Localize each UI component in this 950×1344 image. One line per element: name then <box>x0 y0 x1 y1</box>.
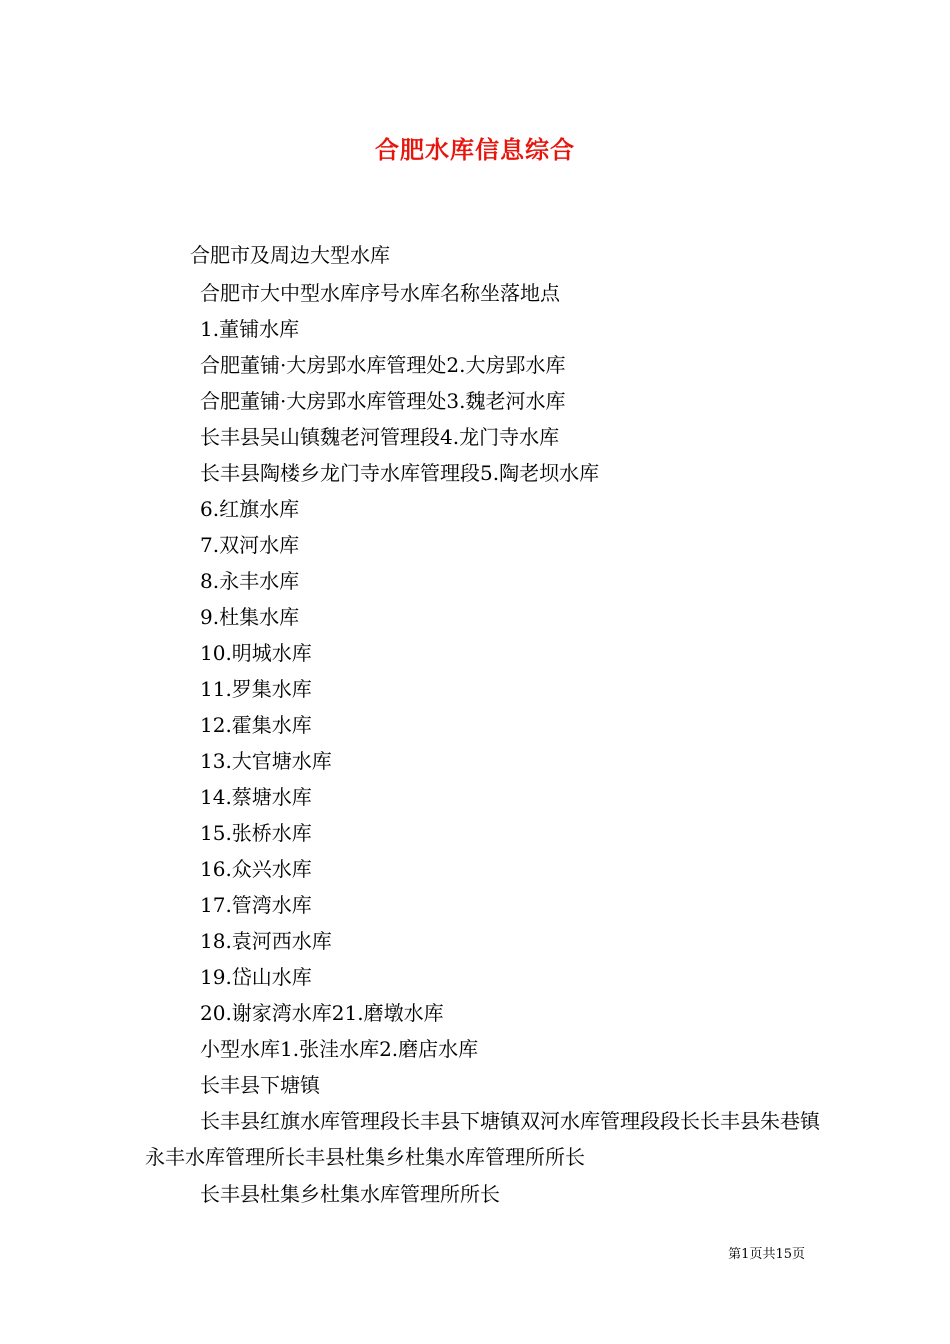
list-item: 合肥市大中型水库序号水库名称坐落地点 <box>200 281 560 305</box>
paragraph-text: 长丰县杜集乡杜集水库管理所所长 <box>200 1182 500 1206</box>
list-item: 19.岱山水库 <box>200 965 312 989</box>
list-item: 长丰县下塘镇 <box>200 1073 320 1097</box>
list-item: 7.双河水库 <box>200 533 300 557</box>
list-item: 小型水库1.张洼水库2.磨店水库 <box>200 1037 479 1061</box>
reservoir-list <box>200 277 820 1105</box>
page-number: 第1页共15页 <box>728 1247 805 1262</box>
list-item: 17.管湾水库 <box>200 893 312 917</box>
list-item: 13.大官塘水库 <box>200 749 332 773</box>
list-item: 长丰县吴山镇魏老河管理段4.龙门寺水库 <box>200 425 560 449</box>
list-item: 20.谢家湾水库21.磨墩水库 <box>200 1001 444 1025</box>
list-item: 15.张桥水库 <box>200 821 312 845</box>
list-item: 8.永丰水库 <box>200 569 300 593</box>
list-item: 合肥董铺·大房郢水库管理处3.魏老河水库 <box>200 389 566 413</box>
list-item: 14.蔡塘水库 <box>200 785 312 809</box>
list-item: 合肥董铺·大房郢水库管理处2.大房郢水库 <box>200 353 566 377</box>
section-heading: 合肥市及周边大型水库 <box>190 243 390 267</box>
list-item: 6.红旗水库 <box>200 497 300 521</box>
list-item: 12.霍集水库 <box>200 713 312 737</box>
list-item: 16.众兴水库 <box>200 857 312 881</box>
list-item: 9.杜集水库 <box>200 605 300 629</box>
list-item: 长丰县陶楼乡龙门寺水库管理段5.陶老坝水库 <box>200 461 600 485</box>
list-item: 18.袁河西水库 <box>200 929 332 953</box>
list-item: 11.罗集水库 <box>200 677 312 701</box>
paragraph-text: 长丰县红旗水库管理段长丰县下塘镇双河水库管理段段长长丰县朱巷镇永丰水库管理所长丰县杜集乡杜集水库管理所所长 <box>145 1109 820 1169</box>
document-title: 合肥水库信息综合 <box>375 135 575 164</box>
list-item: 10.明城水库 <box>200 641 312 665</box>
body-paragraph <box>145 1103 825 1175</box>
list-item: 1.董铺水库 <box>200 317 300 341</box>
body-paragraph <box>145 1176 825 1212</box>
